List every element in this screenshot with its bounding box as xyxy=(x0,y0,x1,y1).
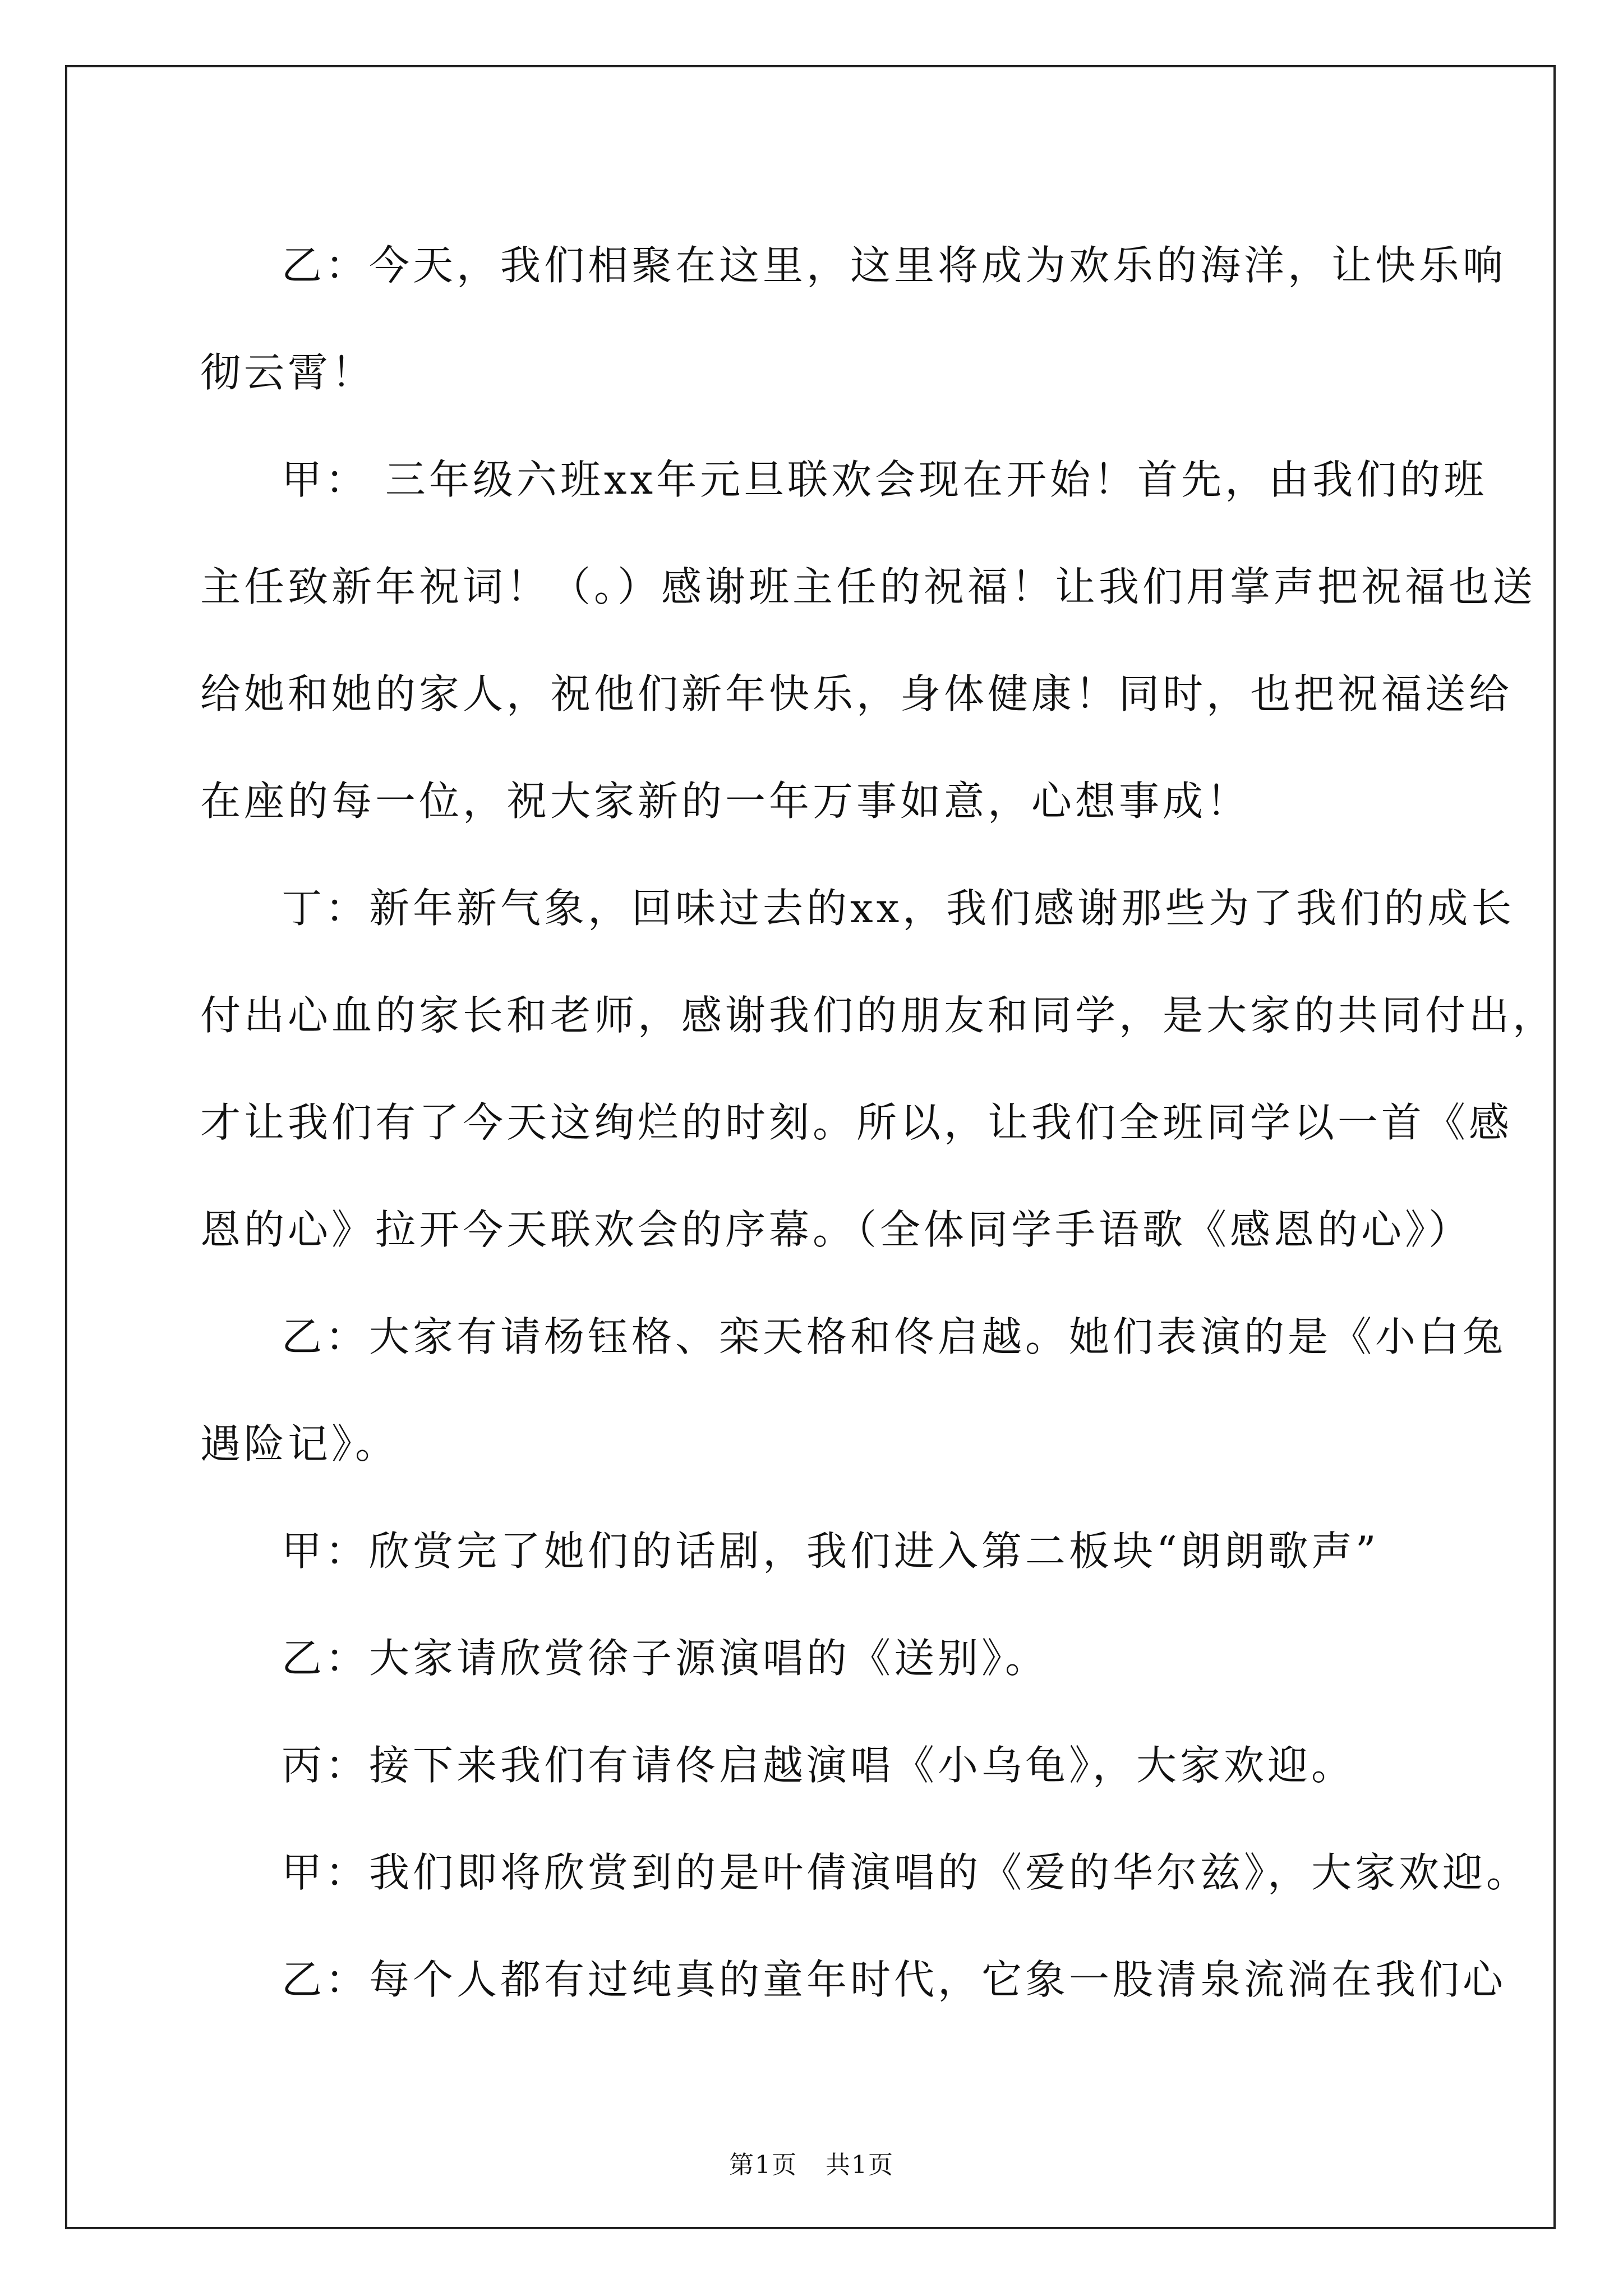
page-total: 共1页 xyxy=(826,2151,894,2179)
text-line: 丁：新年新气象，回味过去的xx，我们感谢那些为了我们的成长 xyxy=(282,885,1515,932)
text-line: 乙：大家有请杨钰格、栾天格和佟启越。她们表演的是《小白兔 xyxy=(282,1313,1507,1360)
text-line: 乙：大家请欣赏徐子源演唱的《送别》。 xyxy=(282,1635,1049,1682)
text-line: 主任致新年祝词！（。）感谢班主任的祝福！让我们用掌声把祝福也送 xyxy=(200,563,1537,610)
text-line: 甲： 三年级六班xx年元旦联欢会现在开始！首先，由我们的班 xyxy=(282,456,1488,503)
text-line: 遇险记》。 xyxy=(200,1420,399,1467)
text-line: 乙：今天，我们相聚在这里，这里将成为欢乐的海洋，让快乐响 xyxy=(282,242,1507,289)
text-line: 甲：我们即将欣赏到的是叶倩演唱的《爱的华尔兹》，大家欢迎。 xyxy=(282,1849,1530,1896)
document-body xyxy=(200,212,1557,2033)
text-line: 才让我们有了今天这绚烂的时刻。所以，让我们全班同学以一首《感 xyxy=(200,1099,1513,1146)
page-number: 第1页 xyxy=(729,2151,797,2179)
text-line: 给她和她的家人，祝他们新年快乐，身体健康！同时，也把祝福送给 xyxy=(200,670,1513,717)
text-line: 甲：欣赏完了她们的话剧，我们进入第二板块“朗朗歌声” xyxy=(282,1527,1380,1575)
text-line: 在座的每一位，祝大家新的一年万事如意，心想事成！ xyxy=(200,777,1251,825)
page-footer xyxy=(0,2148,1623,2182)
text-line: 恩的心》拉开今天联欢会的序幕。（全体同学手语歌《感恩的心》） xyxy=(200,1206,1473,1253)
text-line: 丙：接下来我们有请佟启越演唱《小乌龟》，大家欢迎。 xyxy=(282,1742,1355,1789)
text-line: 乙：每个人都有过纯真的童年时代，它象一股清泉流淌在我们心 xyxy=(282,1956,1507,2003)
text-line: 彻云霄！ xyxy=(200,349,376,396)
text-line: 付出心血的家长和老师，感谢我们的朋友和同学，是大家的共同付出， xyxy=(200,992,1557,1039)
